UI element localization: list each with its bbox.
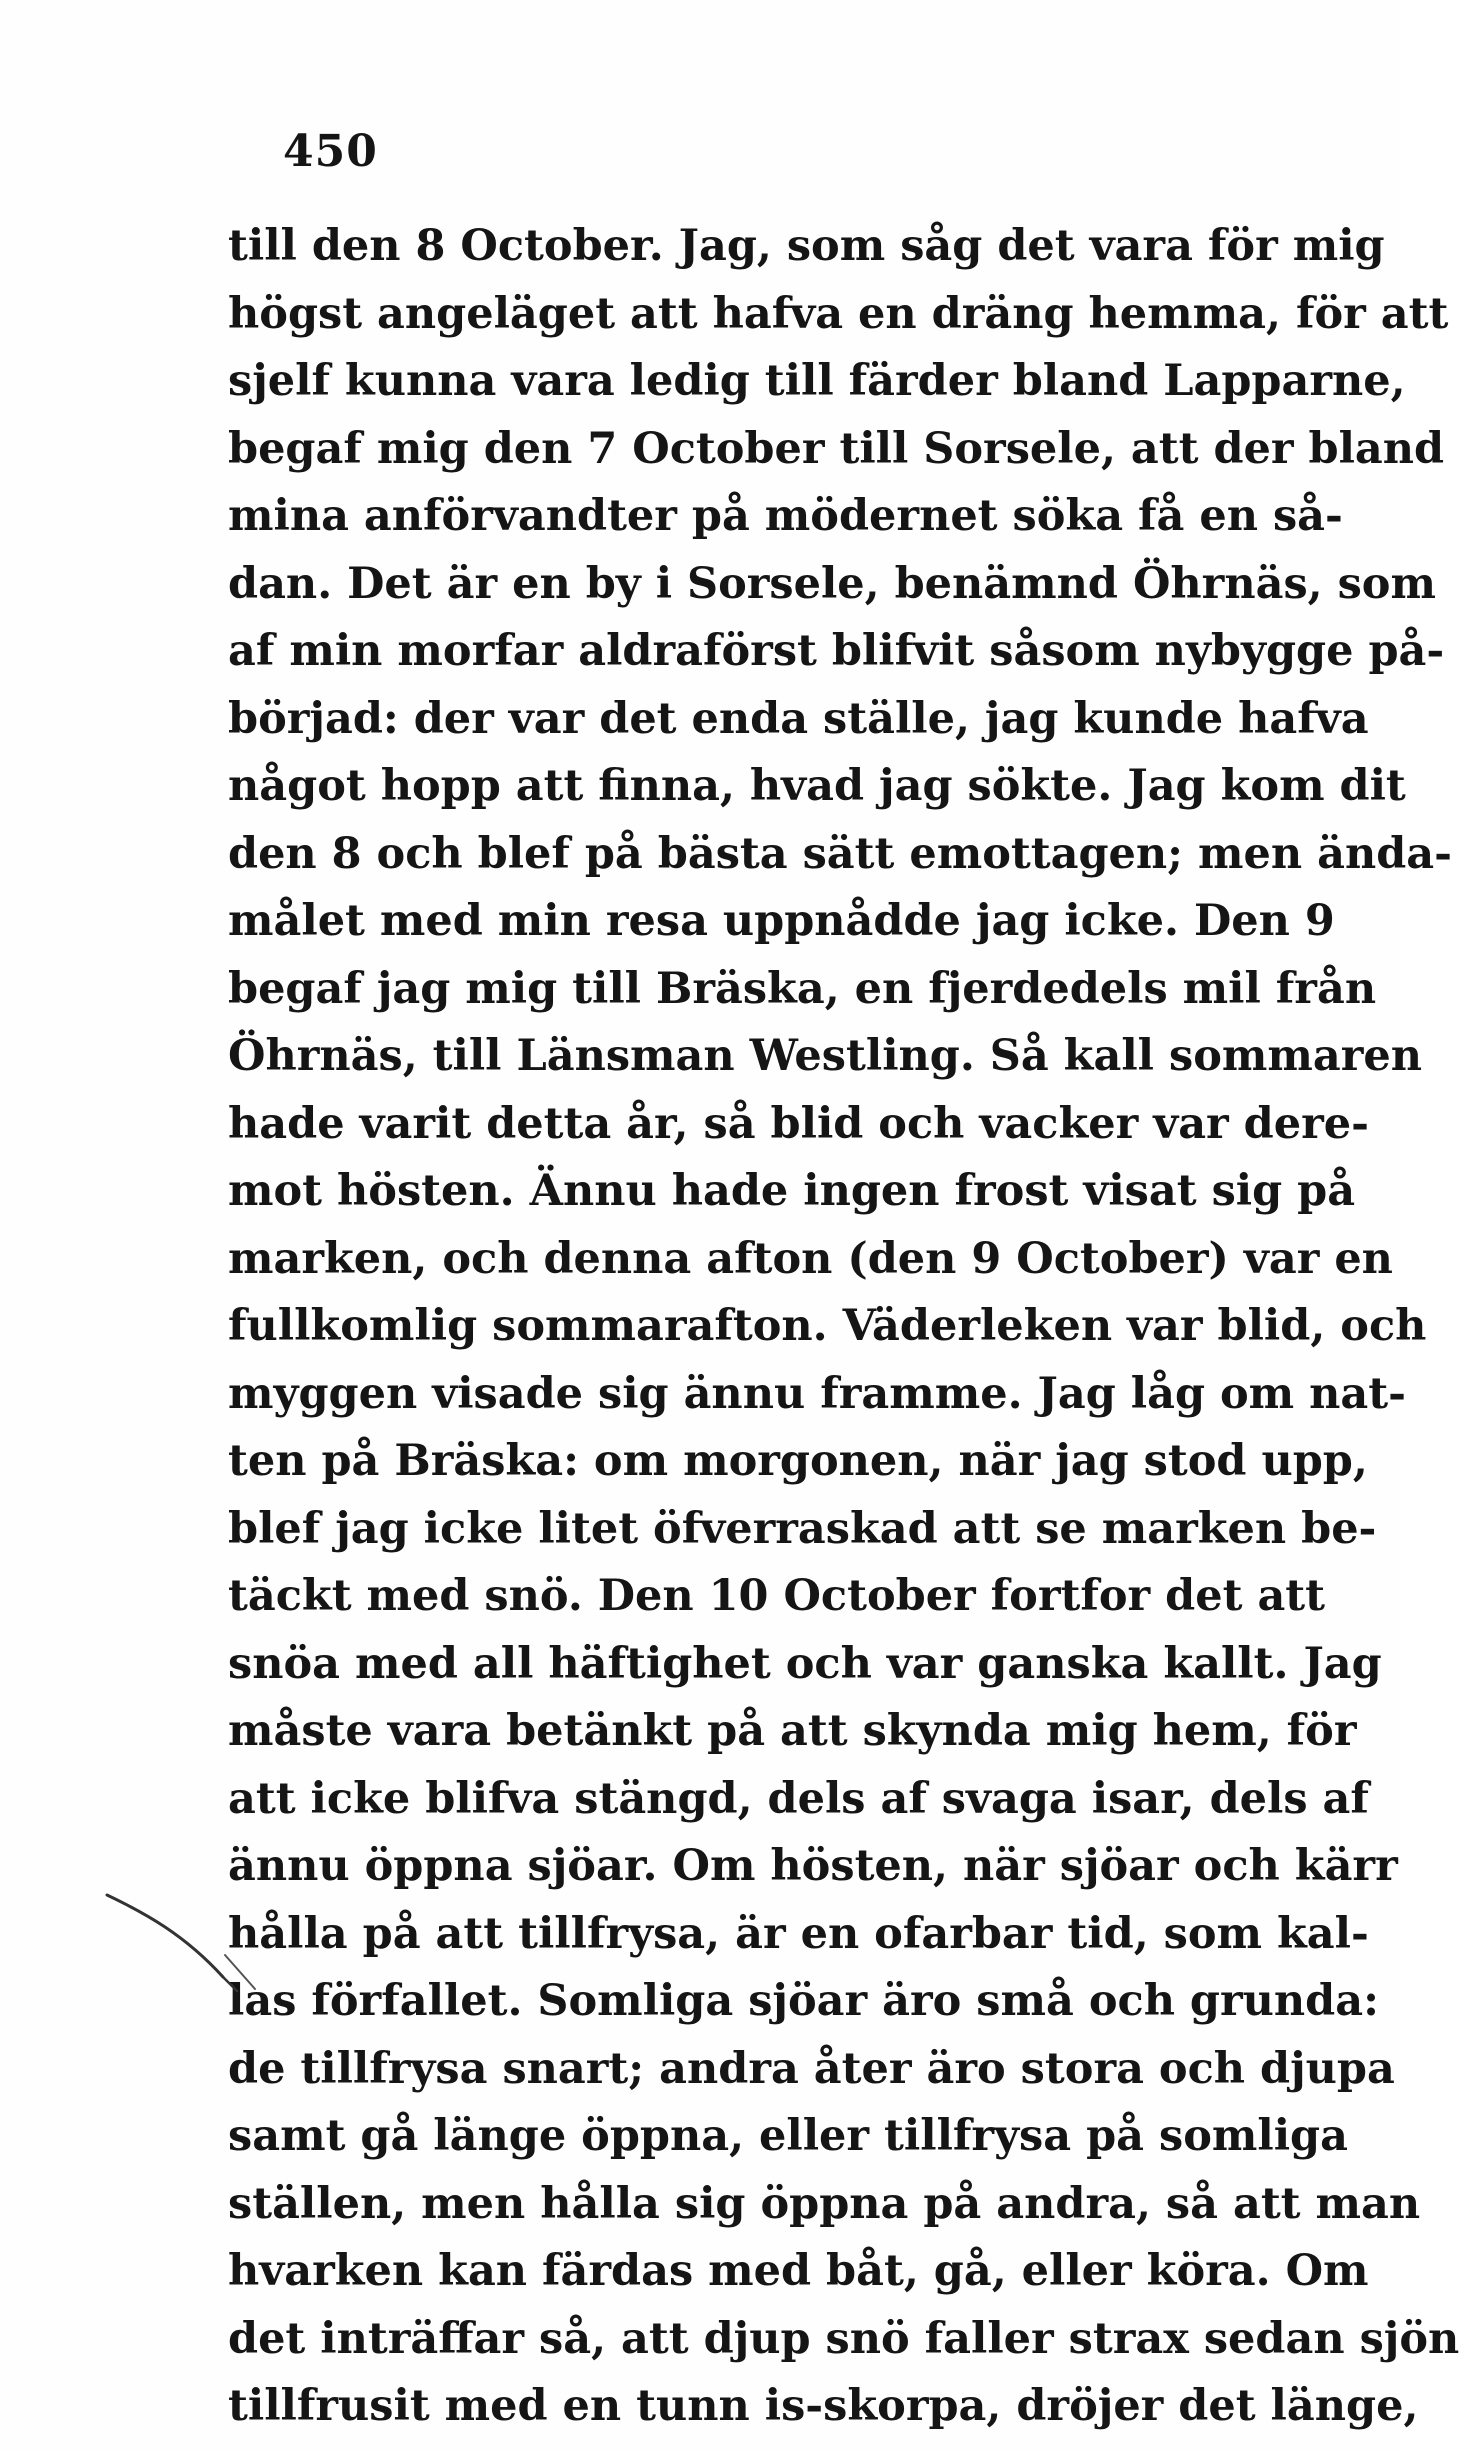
text-line: måste vara betänkt på att skynda mig hem, för [228, 1706, 1357, 1756]
text-line: hålla på att tillfrysa, är en ofarbar tid, som kal- [228, 1908, 1369, 1959]
text-line: mina anförvandter på mödernet söka få en så- [228, 491, 1343, 541]
text-line: Öhrnäs, till Länsman Westling. Så kall sommaren [228, 1031, 1423, 1081]
text-line: börjad: der var det enda ställe, jag kunde hafva [228, 693, 1369, 744]
text-line: begaf jag mig till Bräska, en fjerdedels mil från [228, 963, 1377, 1014]
text-line: hade varit detta år, så blid och vacker var dere- [228, 1098, 1369, 1149]
text-line: något hopp att finna, hvad jag sökte. Jag kom dit [228, 761, 1406, 811]
text-line: fullkomlig sommarafton. Väderleken var blid, och [228, 1301, 1427, 1351]
text-line: las förfallet. Somliga sjöar äro små och grunda: [228, 1976, 1379, 2026]
text-line: hvarken kan färdas med båt, gå, eller köra. Om [228, 2246, 1369, 2296]
text-line: samt gå länge öppna, eller tillfrysa på somliga [228, 2111, 1348, 2161]
text-line: täckt med snö. Den 10 October fortfor det att [228, 1571, 1326, 1621]
text-line: af min morfar aldraförst blifvit såsom nybygge på- [228, 626, 1445, 676]
text-line: ännu öppna sjöar. Om hösten, när sjöar och kärr [228, 1841, 1398, 1891]
text-line: ställen, men hålla sig öppna på andra, så att man [228, 2178, 1421, 2229]
text-line: begaf mig den 7 October till Sorsele, att der bland [228, 423, 1445, 474]
text-line: marken, och denna afton (den 9 October) var en [228, 1233, 1393, 1284]
text-line: ten på Bräska: om morgonen, när jag stod upp, [228, 1436, 1368, 1486]
text-line: att icke blifva stängd, dels af svaga isar, dels af [228, 1773, 1369, 1824]
text-line: högst angeläget att hafva en dräng hemma, för att [228, 288, 1449, 339]
body-text [228, 213, 1459, 2441]
text-line: till den 8 October. Jag, som såg det vara för mig [228, 221, 1385, 271]
page-number: 450 [283, 126, 378, 177]
text-line: målet med min resa uppnådde jag icke. Den 9 [228, 896, 1335, 946]
text-line: blef jag icke litet öfverraskad att se marken be- [228, 1503, 1377, 1554]
text-line: det inträffar så, att djup snö faller strax sedan sjön [228, 2313, 1459, 2364]
text-line: snöa med all häftighet och var ganska kallt. Jag [228, 1638, 1382, 1689]
text-line: tillfrusit med en tunn is-skorpa, dröjer det länge, [228, 2381, 1419, 2431]
text-line: de tillfrysa snart; andra åter äro stora och djupa [228, 2043, 1395, 2094]
text-line: sjelf kunna vara ledig till färder bland Lapparne, [228, 356, 1406, 406]
text-line: myggen visade sig ännu framme. Jag låg om nat- [228, 1368, 1406, 1419]
text-line: mot hösten. Ännu hade ingen frost visat sig på [228, 1166, 1356, 1216]
text-line: den 8 och blef på bästa sätt emottagen; men ända- [228, 828, 1453, 879]
pencil-margin-mark [105, 1885, 265, 2005]
text-line: dan. Det är en by i Sorsele, benämnd Öhrnäs, som [228, 558, 1436, 609]
